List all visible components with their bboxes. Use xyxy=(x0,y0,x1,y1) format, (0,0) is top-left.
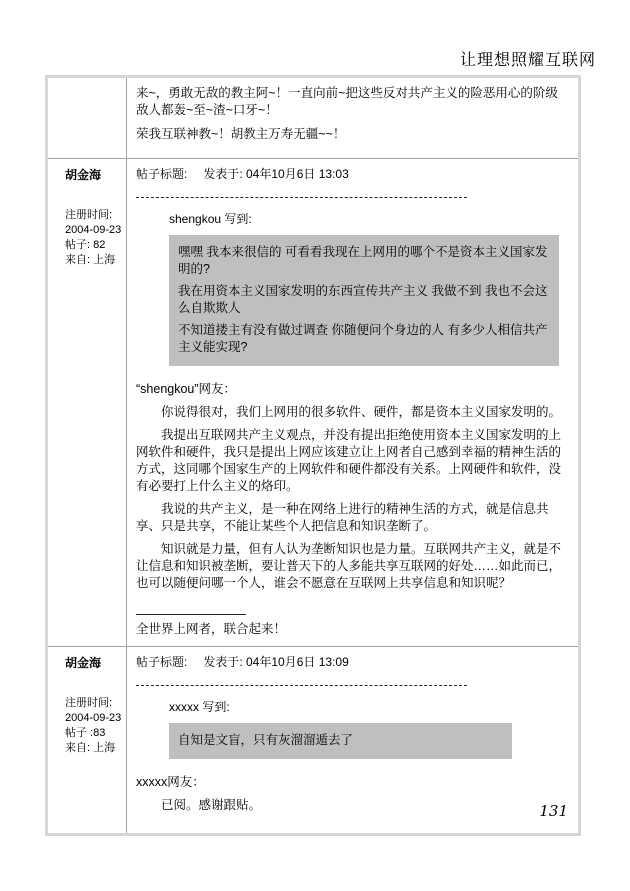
quote-header: shengkou 写到: xyxy=(169,212,252,226)
author-name: 胡金海 xyxy=(65,656,102,670)
running-head: 让理想照耀互联网 xyxy=(459,52,596,69)
author-post-count: 帖子 :83 xyxy=(65,727,106,739)
post2-author-cell xyxy=(47,647,127,835)
author-info xyxy=(65,208,122,268)
author-reg-date: 2004-09-23 xyxy=(65,712,122,724)
quote-header: xxxxx 写到: xyxy=(169,700,230,714)
intro-line: 来~，勇敢无敌的教主阿~！一直向前~把这些反对共产主义的险恶用心的阶级敌人都轰~至~渣~口牙~！ xyxy=(136,86,558,117)
quote-line: 不知道搂主有没有做过调查 你随便问个身边的人 有多少人相信共产主义能实现? xyxy=(178,323,548,354)
quote-line: 嘿嘿 我本来很信的 可看看我现在上网用的哪个不是资本主义国家发明的? xyxy=(178,245,548,276)
dashed-separator xyxy=(136,197,467,198)
signature-text: 全世界上网者，联合起来！ xyxy=(136,622,287,636)
reply-paragraph: 我说的共产主义，是一种在网络上进行的精神生活的方式，就是信息共享、只是共享，不能让某些个人把信息和知识垄断了。 xyxy=(136,502,549,533)
post-date: 发表于: 04年10月6日 13:09 xyxy=(203,655,349,669)
author-reg-label: 注册时间: xyxy=(65,209,113,221)
intro-row xyxy=(47,77,580,159)
quote-box xyxy=(169,723,512,759)
post-row xyxy=(47,159,580,647)
quote-box xyxy=(169,235,559,366)
post-title-line xyxy=(136,654,568,671)
quote-line: 我在用资本主义国家发明的东西宣传共产主义 我做不到 我也不会这么自欺欺人 xyxy=(178,284,548,315)
intro-author-cell xyxy=(47,77,127,159)
post1-author-cell xyxy=(47,159,127,647)
author-location: 来自: 上海 xyxy=(65,254,116,266)
post-title-label: 帖子标题: xyxy=(136,655,188,669)
post-row xyxy=(47,647,580,835)
reply-paragraph: 知识就是力量，但有人认为垄断知识也是力量。互联网共产主义，就是不让信息和知识被垄断，要让普天下的人多能共享互联网的好处……如此而已，也可以随便问哪一个人，谁会不愿意在互联网上共享信息和知识呢？ xyxy=(136,542,562,590)
signature-block xyxy=(136,614,568,638)
reply-paragraph: 你说得很对，我们上网用的很多软件、硬件，都是资本主义国家发明的。 xyxy=(161,405,562,419)
author-location: 来自: 上海 xyxy=(65,742,116,754)
reply-paragraph: 我提出互联网共产主义观点，并没有提出拒绝使用资本主义国家发明的上网软件和硬件，我只是提出上网应该建立让上网者自己感到幸福的精神生活的方式，这同哪个国家生产的上网软件和硬件都没有关系。上网硬件和软件，没有必要打上什么主义的烙印。 xyxy=(136,428,562,493)
author-reg-date: 2004-09-23 xyxy=(65,224,122,236)
forum-posts-table xyxy=(45,75,581,836)
author-post-count: 帖子: 82 xyxy=(65,239,106,251)
author-info xyxy=(65,696,122,756)
page-number: 131 xyxy=(539,802,568,820)
intro-line: 荣我互联神教~！胡教主万寿无疆~~！ xyxy=(136,127,346,141)
post1-content-cell xyxy=(127,159,580,647)
post-title-label: 帖子标题: xyxy=(136,167,188,181)
reply-paragraph: 已阅。感谢跟贴。 xyxy=(161,798,262,812)
reply-to-label: xxxxx网友： xyxy=(136,775,205,789)
intro-content-cell xyxy=(127,77,580,159)
post-title-line xyxy=(136,166,568,183)
quote-line: 自知是文盲，只有灰溜溜遁去了 xyxy=(178,733,354,747)
post-date: 发表于: 04年10月6日 13:03 xyxy=(203,167,349,181)
signature-separator xyxy=(136,614,246,615)
reply-to-label: “shengkou”网友： xyxy=(136,382,237,396)
author-reg-label: 注册时间: xyxy=(65,697,113,709)
author-name: 胡金海 xyxy=(65,168,102,182)
post2-content-cell xyxy=(127,647,580,835)
dashed-separator xyxy=(136,685,467,686)
